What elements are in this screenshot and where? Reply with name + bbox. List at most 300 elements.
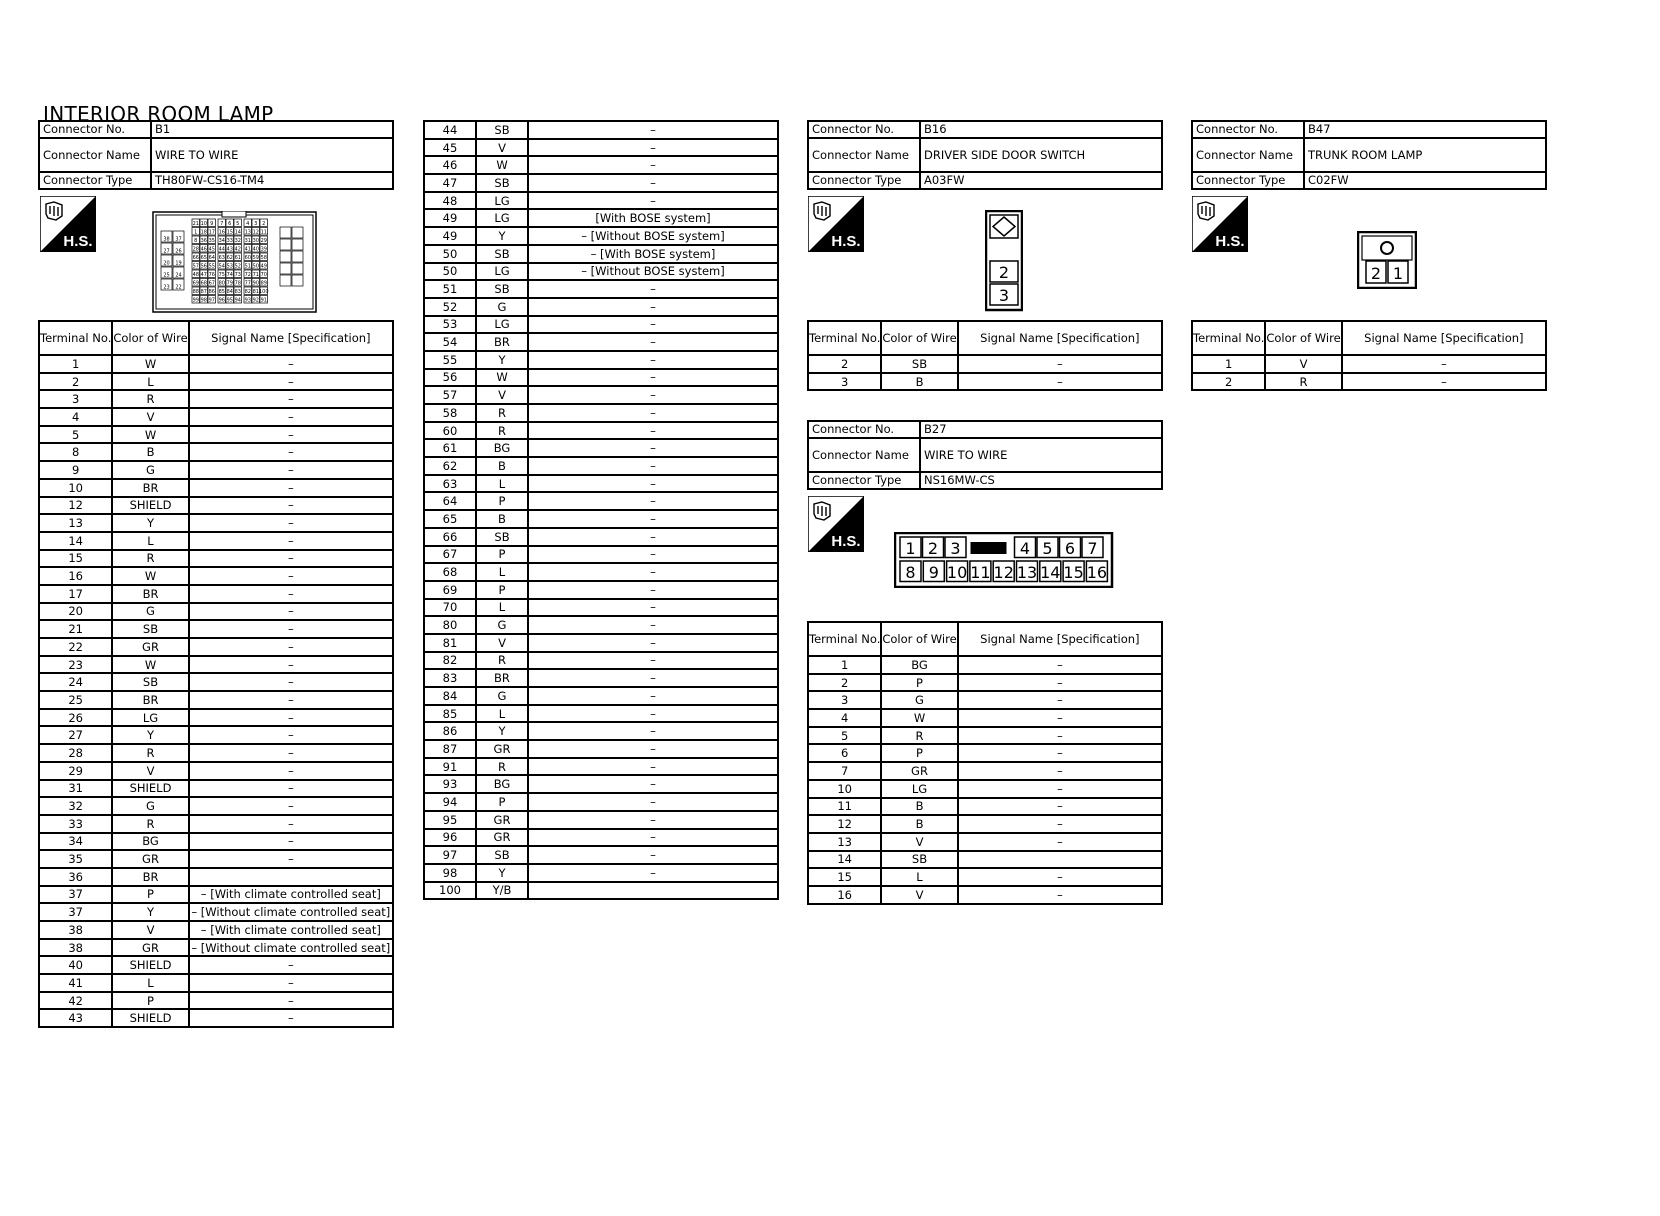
b27-connector-name: WIRE TO WIRE	[920, 438, 1162, 472]
signal-name-cell: –	[528, 369, 778, 387]
table-row	[39, 550, 393, 568]
wire-color-cell: Y	[112, 514, 188, 532]
terminal-no-cell: 46	[424, 156, 476, 174]
signal-name-cell: –	[528, 829, 778, 847]
signal-name-cell: –	[528, 510, 778, 528]
signal-name-cell: –	[189, 974, 393, 992]
wire-color-cell: LG	[476, 263, 528, 281]
table-row	[808, 868, 1162, 886]
color-of-wire-header: Color of Wire	[112, 321, 188, 355]
table-row	[39, 744, 393, 762]
table-row	[39, 638, 393, 656]
terminal-no-cell: 12	[808, 815, 881, 833]
signal-name-cell: –	[528, 722, 778, 740]
signal-name-cell: –	[528, 316, 778, 334]
signal-name-cell: –	[528, 475, 778, 493]
b27-connector-type: NS16MW-CS	[920, 472, 1162, 489]
b47-connector-diagram	[1357, 231, 1417, 289]
b1-pin-label: 65	[200, 254, 207, 261]
terminal-no-cell: 82	[424, 652, 476, 670]
b1-pin-label: 39	[260, 246, 267, 253]
wire-color-cell: G	[112, 797, 188, 815]
b1-rows-left	[39, 355, 393, 1027]
table-row	[39, 1009, 393, 1027]
signal-name-cell: –	[1342, 373, 1546, 391]
terminal-no-cell: 3	[808, 373, 881, 391]
terminal-no-cell: 40	[39, 956, 112, 974]
terminal-no-cell: 100	[424, 882, 476, 900]
terminal-no-cell: 43	[39, 1009, 112, 1027]
wire-color-cell: P	[476, 793, 528, 811]
terminal-no-cell: 47	[424, 174, 476, 192]
table-row	[424, 669, 778, 687]
hs-harness-side-icon	[40, 196, 96, 252]
wire-color-cell: SB	[881, 851, 957, 869]
wire-color-cell: W	[112, 567, 188, 585]
table-row	[39, 355, 393, 373]
terminal-no-cell: 35	[39, 850, 112, 868]
table-row	[424, 492, 778, 510]
signal-name-cell: –	[958, 780, 1162, 798]
b1-pin-label: 61	[234, 254, 241, 261]
wire-color-cell: V	[112, 921, 188, 939]
table-row	[424, 280, 778, 298]
table-row	[1192, 373, 1546, 391]
b1-pin-label: 81	[252, 288, 259, 295]
table-row	[424, 422, 778, 440]
signal-name-cell: –	[189, 355, 393, 373]
table-row	[808, 744, 1162, 762]
terminal-no-cell: 51	[424, 280, 476, 298]
signal-name-cell: –	[958, 373, 1162, 391]
table-row	[424, 687, 778, 705]
table-row	[424, 351, 778, 369]
signal-name-cell: –	[958, 744, 1162, 762]
b1-pin-label: 84	[226, 288, 233, 295]
b47-pin-label: 1	[1392, 264, 1404, 283]
wire-color-cell: Y	[476, 227, 528, 245]
connector-type-label: Connector Type	[808, 172, 920, 189]
terminal-no-cell: 45	[424, 139, 476, 157]
signal-name-cell: –	[189, 514, 393, 532]
b27-pin-label: 14	[1040, 563, 1061, 582]
hs-label: H.S.	[831, 233, 861, 250]
signal-name-cell: –	[528, 740, 778, 758]
terminal-no-cell: 67	[424, 546, 476, 564]
b16-terminal-table	[807, 320, 1163, 391]
terminal-no-cell: 14	[39, 532, 112, 550]
wire-color-cell: L	[476, 563, 528, 581]
b1-pin-label: 60	[244, 254, 251, 261]
b1-pin-label: 36	[200, 237, 207, 244]
b1-pin-label: 82	[244, 288, 251, 295]
terminal-no-cell: 13	[39, 514, 112, 532]
wire-color-cell: LG	[881, 780, 957, 798]
signal-name-cell: – [Without BOSE system]	[528, 227, 778, 245]
signal-name-cell: –	[189, 443, 393, 461]
wire-color-cell: P	[881, 744, 957, 762]
b1-pin-label: 32	[234, 237, 241, 244]
b1-pin-label: 25	[163, 272, 170, 279]
terminal-no-cell: 44	[424, 121, 476, 139]
signal-name-cell: [With BOSE system]	[528, 209, 778, 227]
signal-name-cell: –	[958, 656, 1162, 674]
signal-name-cell: –	[528, 811, 778, 829]
wire-color-cell: R	[112, 815, 188, 833]
signal-name-cell: –	[528, 192, 778, 210]
b1-pin-label: 53	[226, 263, 233, 270]
b27-pin-label: 7	[1087, 539, 1098, 558]
b1-pin-label: 67	[208, 280, 215, 287]
terminal-no-cell: 87	[424, 740, 476, 758]
wire-color-cell: W	[112, 426, 188, 444]
wire-color-cell: BR	[112, 691, 188, 709]
terminal-no-header: Terminal No.	[808, 622, 881, 656]
signal-name-cell: –	[189, 1009, 393, 1027]
wire-color-cell: BR	[112, 868, 188, 886]
table-row	[424, 829, 778, 847]
wire-color-cell: B	[476, 510, 528, 528]
b1-pin-label: 62	[226, 254, 233, 261]
table-row	[39, 673, 393, 691]
terminal-no-cell: 26	[39, 709, 112, 727]
terminal-no-cell: 2	[808, 674, 881, 692]
table-row	[424, 652, 778, 670]
terminal-no-cell: 49	[424, 209, 476, 227]
wire-color-cell: GR	[476, 811, 528, 829]
terminal-no-cell: 28	[39, 744, 112, 762]
table-row	[424, 369, 778, 387]
terminal-no-cell: 4	[808, 709, 881, 727]
b1-pin-label: 20	[163, 260, 170, 267]
signal-name-cell: –	[189, 567, 393, 585]
signal-name-cell	[189, 868, 393, 886]
wire-color-cell: SHIELD	[112, 497, 188, 515]
terminal-no-cell: 38	[39, 921, 112, 939]
b27-pin-label: 8	[905, 563, 916, 582]
wire-color-cell: V	[112, 762, 188, 780]
b27-connector-no: B27	[920, 421, 1162, 438]
wire-color-cell: SHIELD	[112, 1009, 188, 1027]
terminal-no-cell: 13	[808, 833, 881, 851]
wire-color-cell: G	[112, 461, 188, 479]
table-row	[39, 903, 393, 921]
hs-harness-side-icon	[1192, 196, 1248, 252]
b1-pin-label: 76	[208, 271, 215, 278]
terminal-no-cell: 29	[39, 762, 112, 780]
b1-connector-diagram	[152, 211, 317, 315]
terminal-no-cell: 23	[39, 656, 112, 674]
b1-pin-label: 86	[208, 288, 215, 295]
terminal-no-cell: 5	[39, 426, 112, 444]
signal-name-cell: –	[528, 439, 778, 457]
table-row	[424, 245, 778, 263]
wire-color-cell: W	[112, 355, 188, 373]
table-row	[39, 408, 393, 426]
table-row	[424, 121, 778, 139]
b1-pin-label: 30	[252, 237, 259, 244]
terminal-no-header: Terminal No.	[808, 321, 881, 355]
connector-name-label: Connector Name	[808, 438, 920, 472]
table-row	[424, 740, 778, 758]
wire-color-cell: Y	[476, 351, 528, 369]
terminal-no-cell: 64	[424, 492, 476, 510]
b1-pin-label: 73	[234, 271, 241, 278]
wire-color-cell: B	[476, 457, 528, 475]
wire-color-cell: W	[881, 709, 957, 727]
hs-label: H.S.	[1215, 233, 1245, 250]
b1-pin-label: 50	[252, 263, 259, 270]
signal-name-cell: –	[528, 280, 778, 298]
signal-name-cell: –	[528, 139, 778, 157]
signal-name-cell: –	[528, 528, 778, 546]
terminal-no-cell: 53	[424, 316, 476, 334]
signal-name-cell: –	[189, 497, 393, 515]
b1-pin-label: 44	[218, 246, 225, 253]
b1-pin-label: 4	[246, 220, 250, 227]
terminal-no-cell: 37	[39, 903, 112, 921]
b47-pin-label: 2	[1370, 264, 1382, 283]
b1-pin-label: 47	[200, 271, 207, 278]
b1-pin-label: 80	[218, 280, 225, 287]
color-of-wire-header: Color of Wire	[881, 321, 957, 355]
b1-pin-label: 21	[192, 220, 199, 227]
table-row	[39, 426, 393, 444]
wire-color-cell: P	[476, 581, 528, 599]
table-row	[424, 882, 778, 900]
terminal-no-cell: 12	[39, 497, 112, 515]
terminal-no-cell: 38	[39, 939, 112, 957]
b1-pin-label: 51	[244, 263, 251, 270]
wire-color-cell: V	[1265, 355, 1341, 373]
b1-pin-label: 97	[208, 297, 215, 304]
terminal-no-cell: 15	[39, 550, 112, 568]
wire-color-cell: SB	[476, 280, 528, 298]
signal-name-cell: –	[528, 616, 778, 634]
table-row	[424, 457, 778, 475]
wire-color-cell: GR	[112, 850, 188, 868]
signal-name-cell: –	[528, 546, 778, 564]
b1-pin-label: 14	[234, 229, 241, 236]
terminal-no-cell: 20	[39, 603, 112, 621]
table-row	[808, 762, 1162, 780]
signal-name-cell: –	[528, 775, 778, 793]
terminal-no-cell: 16	[808, 886, 881, 904]
table-row	[808, 727, 1162, 745]
b16-rows	[808, 355, 1162, 390]
wire-color-cell: BR	[476, 333, 528, 351]
signal-name-cell: – [Without climate controlled seat]	[189, 903, 393, 921]
terminal-no-cell: 50	[424, 245, 476, 263]
wire-color-cell: L	[112, 974, 188, 992]
table-row	[39, 497, 393, 515]
table-row	[39, 603, 393, 621]
signal-name-header: Signal Name [Specification]	[189, 321, 393, 355]
wire-color-cell: GR	[881, 762, 957, 780]
table-row	[808, 886, 1162, 904]
wire-color-cell: BG	[881, 656, 957, 674]
signal-name-cell: –	[189, 479, 393, 497]
b1-pin-label: 16	[218, 229, 225, 236]
signal-name-cell: –	[528, 156, 778, 174]
terminal-no-cell: 84	[424, 687, 476, 705]
b1-pin-label: 64	[208, 254, 215, 261]
wire-color-cell: LG	[476, 209, 528, 227]
table-row	[424, 439, 778, 457]
b1-pin-label: 15	[226, 229, 233, 236]
terminal-no-cell: 32	[39, 797, 112, 815]
terminal-no-cell: 2	[808, 355, 881, 373]
signal-name-cell: –	[528, 705, 778, 723]
terminal-no-cell: 80	[424, 616, 476, 634]
signal-name-cell: –	[1342, 355, 1546, 373]
terminal-no-cell: 56	[424, 369, 476, 387]
signal-name-cell: –	[958, 691, 1162, 709]
signal-name-cell: –	[189, 709, 393, 727]
wire-color-cell: SB	[881, 355, 957, 373]
wire-color-cell: L	[112, 532, 188, 550]
wire-color-cell: V	[881, 833, 957, 851]
terminal-no-cell: 8	[39, 443, 112, 461]
wire-color-cell: P	[112, 992, 188, 1010]
b1-pin-label: 63	[218, 254, 225, 261]
table-row	[39, 461, 393, 479]
b1-pin-label: 9	[210, 220, 214, 227]
b1-pin-label: 13	[244, 229, 251, 236]
b16-pin-label: 3	[998, 286, 1010, 305]
b1-pin-label: 2	[262, 220, 266, 227]
terminal-no-cell: 98	[424, 864, 476, 882]
b1-pin-label: 8	[194, 237, 198, 244]
wire-color-cell: Y	[112, 903, 188, 921]
table-row	[424, 510, 778, 528]
signal-name-cell: –	[528, 457, 778, 475]
wire-color-cell: B	[881, 373, 957, 391]
signal-name-cell: –	[958, 674, 1162, 692]
terminal-no-cell: 3	[39, 390, 112, 408]
b27-connector-diagram	[894, 532, 1114, 588]
hs-harness-side-icon	[808, 196, 864, 252]
signal-name-cell: –	[528, 351, 778, 369]
table-row	[424, 298, 778, 316]
b16-connector-type: A03FW	[920, 172, 1162, 189]
wire-color-cell: GR	[112, 939, 188, 957]
signal-name-cell: –	[189, 815, 393, 833]
table-row	[39, 886, 393, 904]
wire-color-cell: L	[476, 475, 528, 493]
table-row	[424, 386, 778, 404]
terminal-no-cell: 25	[39, 691, 112, 709]
signal-name-header: Signal Name [Specification]	[958, 321, 1162, 355]
table-row	[808, 798, 1162, 816]
table-row	[424, 599, 778, 617]
b1-pin-label: 43	[226, 246, 233, 253]
wire-color-cell: L	[112, 373, 188, 391]
wire-color-cell: BR	[476, 669, 528, 687]
page-title: INTERIOR ROOM LAMP	[43, 102, 274, 126]
wire-color-cell: GR	[476, 740, 528, 758]
b27-pin-label: 12	[993, 563, 1014, 582]
signal-name-cell: –	[528, 298, 778, 316]
b1-pin-label: 3	[254, 220, 258, 227]
b1-pin-label: 1	[194, 229, 198, 236]
signal-name-cell: –	[189, 673, 393, 691]
terminal-no-cell: 17	[39, 585, 112, 603]
signal-name-cell: –	[189, 390, 393, 408]
wire-color-cell: SB	[476, 121, 528, 139]
b27-key-block	[971, 542, 1007, 554]
signal-name-cell: – [With BOSE system]	[528, 245, 778, 263]
terminal-no-cell: 10	[808, 780, 881, 798]
signal-name-cell: –	[958, 709, 1162, 727]
signal-name-cell: –	[189, 638, 393, 656]
b1-pin-label: 38	[163, 236, 170, 243]
table-row	[424, 227, 778, 245]
signal-name-cell: –	[528, 687, 778, 705]
b1-pin-label: 96	[218, 297, 225, 304]
terminal-no-cell: 48	[424, 192, 476, 210]
table-row	[39, 868, 393, 886]
terminal-no-cell: 61	[424, 439, 476, 457]
wire-color-cell: SHIELD	[112, 780, 188, 798]
table-row	[39, 567, 393, 585]
b1-pin-label: 19	[175, 260, 182, 267]
table-row	[424, 616, 778, 634]
signal-name-cell: –	[189, 956, 393, 974]
signal-name-cell: –	[528, 669, 778, 687]
table-row	[808, 780, 1162, 798]
table-row	[39, 373, 393, 391]
signal-name-header: Signal Name [Specification]	[1342, 321, 1546, 355]
wire-color-cell: LG	[476, 316, 528, 334]
b27-rows	[808, 656, 1162, 904]
terminal-no-cell: 68	[424, 563, 476, 581]
table-row	[424, 528, 778, 546]
signal-name-cell: –	[958, 727, 1162, 745]
b47-connector-type: C02FW	[1304, 172, 1546, 189]
wire-color-cell: SHIELD	[112, 956, 188, 974]
wire-color-cell: W	[476, 156, 528, 174]
signal-name-cell: –	[958, 355, 1162, 373]
table-row	[424, 846, 778, 864]
signal-name-header: Signal Name [Specification]	[958, 622, 1162, 656]
b1-connector-type: TH80FW-CS16-TM4	[151, 172, 393, 189]
connector-no-label: Connector No.	[1192, 121, 1304, 138]
wire-color-cell: B	[112, 443, 188, 461]
b1-pin-label: 45	[208, 246, 215, 253]
wire-color-cell: G	[881, 691, 957, 709]
table-row	[808, 815, 1162, 833]
signal-name-cell: –	[189, 656, 393, 674]
signal-name-cell: –	[189, 426, 393, 444]
signal-name-cell	[958, 851, 1162, 869]
signal-name-cell: –	[189, 726, 393, 744]
b27-pin-label: 3	[950, 539, 961, 558]
signal-name-cell: –	[189, 780, 393, 798]
terminal-no-cell: 11	[808, 798, 881, 816]
signal-name-cell: –	[528, 634, 778, 652]
wire-color-cell: SB	[476, 174, 528, 192]
table-row	[39, 443, 393, 461]
signal-name-cell: –	[189, 850, 393, 868]
b1-pin-label: 49	[260, 263, 267, 270]
terminal-no-cell: 36	[39, 868, 112, 886]
b1-pin-label: 98	[200, 297, 207, 304]
table-row	[424, 546, 778, 564]
wire-color-cell: SB	[112, 620, 188, 638]
b1-pin-label: 77	[244, 280, 251, 287]
b27-pin-label: 13	[1016, 563, 1038, 582]
